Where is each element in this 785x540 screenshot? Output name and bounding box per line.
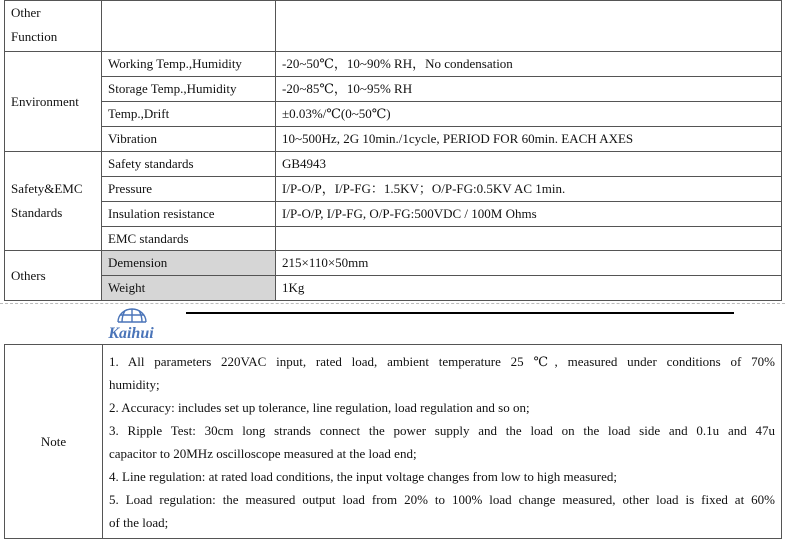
table-row: [5, 77, 782, 102]
globe-icon: [96, 302, 166, 344]
spec-value: [276, 227, 782, 251]
spec-name: Demension: [102, 251, 276, 276]
spec-value: [276, 1, 782, 52]
table-row: [5, 127, 782, 152]
group-label-safety-emc: [5, 152, 102, 251]
table-row: [5, 1, 782, 52]
note-table: [4, 344, 782, 539]
group-label-line: Safety&EMC: [11, 181, 83, 196]
header-rule: [186, 312, 734, 314]
group-label-line: Function: [11, 29, 58, 44]
note-line: 5. Load regulation: the measured output load from 20% to 100% load change measured, other load is fixed at 60%: [109, 491, 775, 507]
spec-name: Working Temp.,Humidity: [102, 52, 276, 77]
spec-value: 215×110×50mm: [276, 251, 782, 276]
spec-table: [4, 0, 782, 301]
note-line: of the load;: [109, 514, 169, 530]
spec-value: -20~85℃，10~95% RH: [276, 77, 782, 102]
note-line: capacitor to 20MHz oscilloscope measured at the load end;: [109, 445, 417, 461]
table-row: [5, 202, 782, 227]
table-row: [5, 102, 782, 127]
group-label-others: Others: [5, 251, 102, 301]
note-line: humidity;: [109, 376, 160, 392]
table-row: [5, 52, 782, 77]
table-row: [5, 177, 782, 202]
spec-value: 1Kg: [276, 276, 782, 301]
spec-name: EMC standards: [102, 227, 276, 251]
spec-value: I/P-O/P, I/P-FG, O/P-FG:500VDC / 100M Ohms: [276, 202, 782, 227]
note-line: 2. Accuracy: includes set up tolerance, line regulation, load regulation and so on;: [109, 399, 530, 415]
kaihui-logo: [96, 302, 166, 344]
group-label-environment: Environment: [5, 52, 102, 152]
group-label-line: Other: [11, 5, 41, 20]
note-label: Note: [5, 345, 103, 539]
spec-name: Weight: [102, 276, 276, 301]
group-label-other-function: [5, 1, 102, 52]
spec-value: 10~500Hz, 2G 10min./1cycle, PERIOD FOR 60min. EACH AXES: [276, 127, 782, 152]
spec-name: Insulation resistance: [102, 202, 276, 227]
spec-name: Storage Temp.,Humidity: [102, 77, 276, 102]
note-line: 1. All parameters 220VAC input, rated load, ambient temperature 25 ℃, measured under conditions of 70%: [109, 353, 775, 369]
spec-name: Temp.,Drift: [102, 102, 276, 127]
spec-value: ±0.03%/℃(0~50℃): [276, 102, 782, 127]
spec-name: Safety standards: [102, 152, 276, 177]
table-row: [5, 251, 782, 276]
note-content: [103, 345, 782, 539]
logo-text: Kaihui: [108, 325, 154, 342]
note-line: 4. Line regulation: at rated load conditions, the input voltage changes from low to high measured;: [109, 468, 617, 484]
table-row: [5, 345, 782, 539]
spec-value: -20~50℃，10~90% RH，No condensation: [276, 52, 782, 77]
note-line: 3. Ripple Test: 30cm long strands connect the power supply and the load on the load side and 0.1u and 47u: [109, 422, 775, 438]
spec-value: I/P-O/P，I/P-FG：1.5KV；O/P-FG:0.5KV AC 1min.: [276, 177, 782, 202]
spec-value: GB4943: [276, 152, 782, 177]
spec-name: [102, 1, 276, 52]
table-row: [5, 152, 782, 177]
group-label-line: Standards: [11, 205, 63, 220]
spec-name: Vibration: [102, 127, 276, 152]
table-row: [5, 227, 782, 251]
spec-name: Pressure: [102, 177, 276, 202]
table-row: [5, 276, 782, 301]
